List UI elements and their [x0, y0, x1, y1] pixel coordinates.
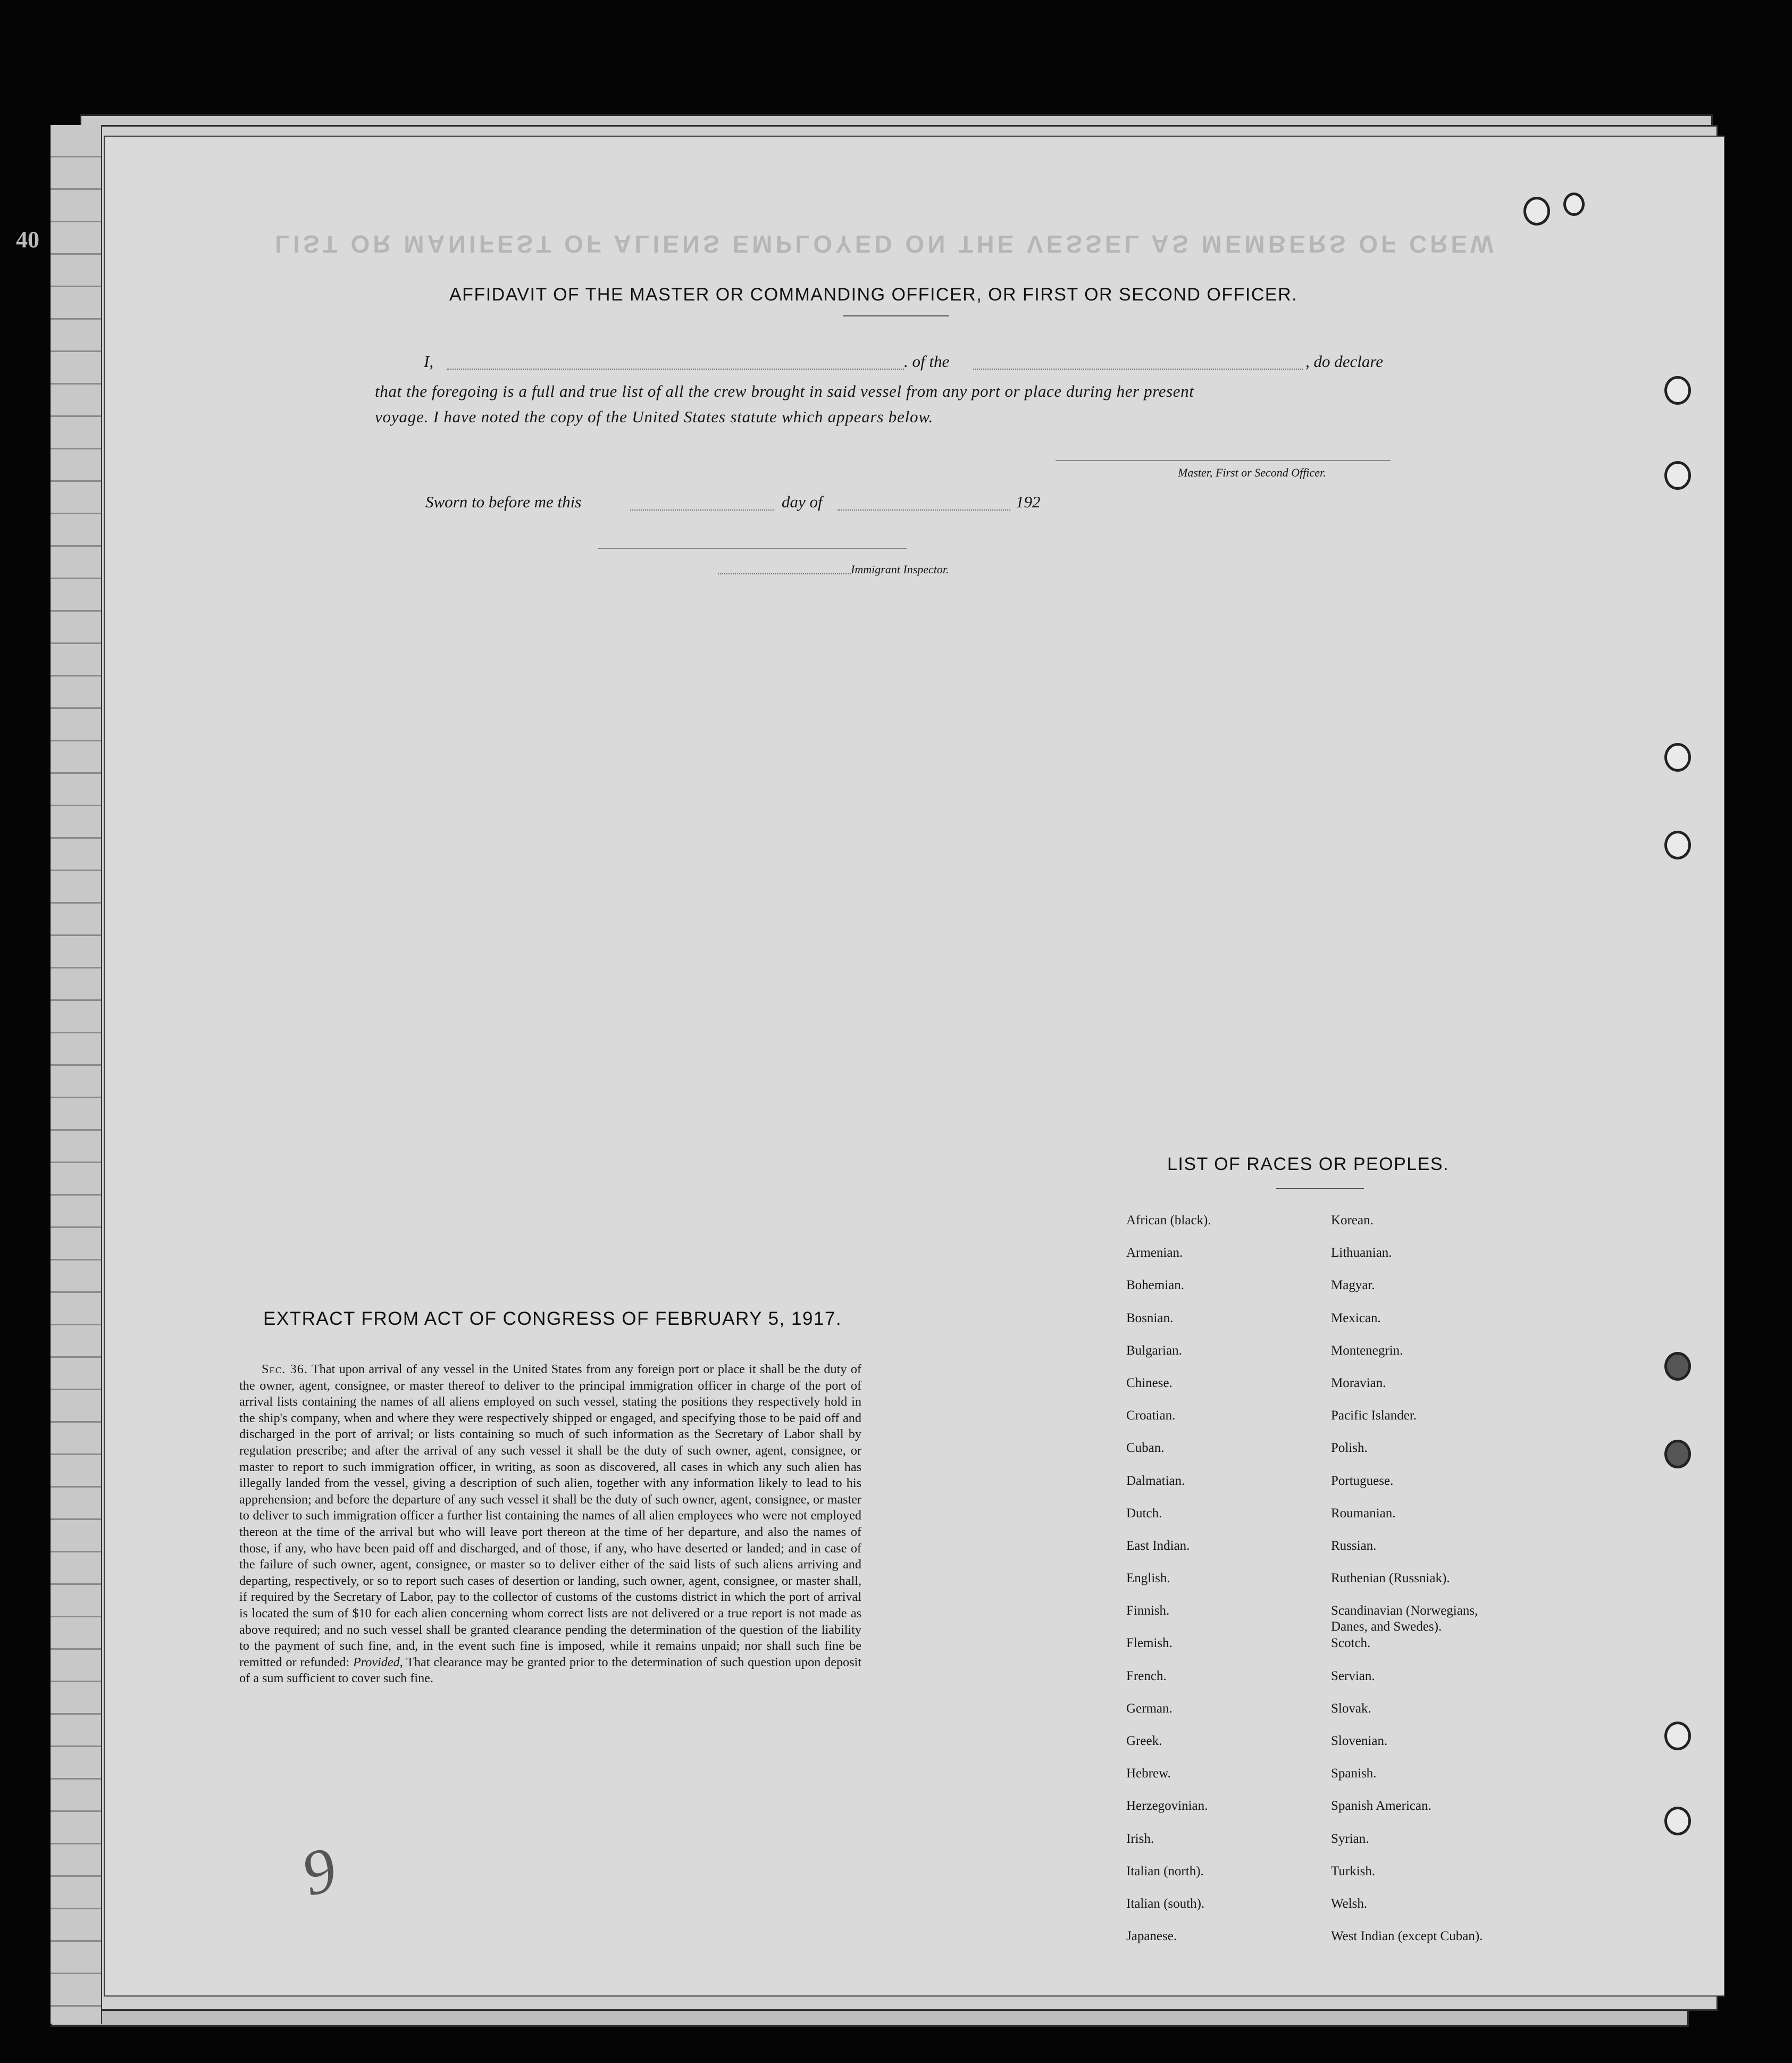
- race-entry: Slovak.: [1331, 1701, 1371, 1716]
- race-entry: Japanese.: [1126, 1929, 1177, 1944]
- race-entry: East Indian.: [1126, 1538, 1190, 1553]
- binding-hole: [1664, 743, 1691, 772]
- races-column-1: [1126, 1213, 1211, 1961]
- title-underline: [843, 315, 949, 316]
- races-column-2: [1331, 1213, 1501, 1961]
- sworn-day-of: day of: [782, 492, 823, 511]
- binding-hole: [1664, 831, 1691, 859]
- handwritten-mark: 9: [294, 1833, 344, 1910]
- master-signature-label: Master, First or Second Officer.: [1178, 466, 1326, 479]
- race-entry: Scotch.: [1331, 1636, 1371, 1651]
- race-entry: West Indian (except Cuban).: [1331, 1929, 1483, 1944]
- race-entry: Flemish.: [1126, 1636, 1173, 1651]
- section-number: Sec. 36.: [262, 1362, 308, 1376]
- race-entry: English.: [1126, 1571, 1170, 1586]
- race-entry: Magyar.: [1331, 1278, 1375, 1293]
- master-signature-line: [1056, 460, 1391, 461]
- name-blank: [447, 369, 904, 370]
- race-entry: Irish.: [1126, 1831, 1154, 1846]
- inspector-blank: [718, 573, 851, 574]
- extract-title: EXTRACT FROM ACT OF CONGRESS OF FEBRUARY 5, 1917.: [263, 1308, 842, 1329]
- race-entry: Roumanian.: [1331, 1506, 1396, 1521]
- race-entry: Hebrew.: [1126, 1766, 1171, 1781]
- race-entry: Portuguese.: [1331, 1473, 1394, 1488]
- race-entry: Lithuanian.: [1331, 1246, 1392, 1260]
- ledger-edge-strip: [51, 125, 102, 2024]
- statute-text: [239, 1362, 861, 1687]
- race-entry: Slovenian.: [1331, 1734, 1388, 1748]
- race-entry: Finnish.: [1126, 1603, 1170, 1618]
- race-entry: Spanish American.: [1331, 1799, 1431, 1814]
- inspector-signature-line: [598, 548, 907, 549]
- race-entry: Servian.: [1331, 1668, 1375, 1683]
- affidavit-title: AFFIDAVIT OF THE MASTER OR COMMANDING OFFICER, OR FIRST OR SECOND OFFICER.: [449, 285, 1298, 305]
- affidavit-of-the: . of the: [904, 352, 950, 371]
- left-edge-number: 40: [16, 227, 39, 253]
- race-entry: Italian (south).: [1126, 1896, 1205, 1911]
- affidavit-line-3: voyage. I have noted the copy of the United States statute which appears below.: [375, 407, 934, 426]
- binding-hole: [1664, 461, 1691, 490]
- race-entry: Russian.: [1331, 1538, 1377, 1553]
- race-entry: African (black).: [1126, 1213, 1211, 1227]
- inspector-label: Immigrant Inspector.: [851, 563, 949, 576]
- race-entry: Turkish.: [1331, 1864, 1376, 1878]
- sworn-month-blank: [838, 510, 1010, 511]
- race-entry: Croatian.: [1126, 1408, 1176, 1423]
- sworn-day-blank: [630, 510, 774, 511]
- race-entry: Pacific Islander.: [1331, 1408, 1417, 1423]
- race-entry: Spanish.: [1331, 1766, 1377, 1781]
- bleed-through-heading: LIST OR MANIFEST OF ALIENS EMPLOYED ON THE VESSEL AS MEMBERS OF CREW: [275, 230, 1497, 258]
- race-entry: French.: [1126, 1668, 1167, 1683]
- binding-hole: [1664, 1352, 1691, 1381]
- race-entry: Bohemian.: [1126, 1278, 1185, 1293]
- race-entry: Dalmatian.: [1126, 1473, 1185, 1488]
- race-entry: Cuban.: [1126, 1441, 1165, 1456]
- race-entry: Armenian.: [1126, 1246, 1183, 1260]
- sworn-year: 192: [1016, 492, 1041, 511]
- binding-hole: [1563, 193, 1585, 216]
- affidavit-declare: , do declare: [1305, 352, 1384, 371]
- race-entry: Montenegrin.: [1331, 1343, 1403, 1358]
- binding-hole: [1664, 1440, 1691, 1468]
- race-entry: Chinese.: [1126, 1375, 1173, 1390]
- race-entry: Ruthenian (Russniak).: [1331, 1571, 1450, 1586]
- race-entry: Korean.: [1331, 1213, 1374, 1227]
- race-entry: Herzegovinian.: [1126, 1799, 1208, 1814]
- binding-hole: [1664, 1807, 1691, 1835]
- affidavit-i: I,: [424, 352, 434, 371]
- race-entry: Bulgarian.: [1126, 1343, 1182, 1358]
- race-entry: Italian (north).: [1126, 1864, 1204, 1878]
- binding-hole: [1523, 197, 1550, 225]
- binding-hole: [1664, 1722, 1691, 1750]
- races-title: LIST OF RACES OR PEOPLES.: [1167, 1154, 1450, 1174]
- races-title-underline: [1276, 1188, 1364, 1189]
- affidavit-line-2: that the foregoing is a full and true list of all the crew brought in said vessel from any port or place during her present: [375, 382, 1194, 400]
- race-entry: Greek.: [1126, 1734, 1162, 1748]
- proviso-word: Provided,: [353, 1655, 403, 1669]
- proviso-text: That clearance may be granted prior to the determination of such question upon deposit of a sum sufficient to cover such fine.: [239, 1655, 862, 1686]
- race-entry: Bosnian.: [1126, 1310, 1174, 1325]
- race-entry: Polish.: [1331, 1441, 1368, 1456]
- race-entry: Dutch.: [1126, 1506, 1162, 1521]
- binding-hole: [1664, 376, 1691, 405]
- vessel-blank: [973, 369, 1303, 370]
- race-entry: Welsh.: [1331, 1896, 1368, 1911]
- race-entry: German.: [1126, 1701, 1173, 1716]
- race-entry: Syrian.: [1331, 1831, 1369, 1846]
- sworn-text: Sworn to before me this: [425, 492, 582, 511]
- race-entry: Mexican.: [1331, 1310, 1381, 1325]
- race-entry: Scandinavian (Norwegians, Danes, and Swedes).: [1331, 1603, 1478, 1634]
- statute-body: That upon arrival of any vessel in the United States from any foreign port or place it shall be the duty of the owner, agent, consignee, or master thereof to deliver to the principal immigration officer in charge of the port of arrival lists containing the names of all aliens employed on such vessel, stating the positions they respectively hold in the ship's company, when and where they were respectively shipped or engaged, and specifying those to be paid off and discharged in the port of arrival; or lists containing so much of such information as the Secretary of Labor shall by regulation prescribe; and after the arrival of any such vessel it shall be the duty of such owner, agent, consignee, or master to report to such immigration officer, in writing, as soon as discovered, all cases in which any such alien has illegally landed from the vessel, giving a description of such alien, together with any information likely to lead to his apprehension; and before the departure of any such vessel it shall be the duty of such owner, agent, consignee, or master to deliver to such immigration officer a further list containing the names of all alien employees who were not employed thereon at the time of the arrival but who will leave port thereon at the time of her departure, and also the names of those, if any, who have been paid off and discharged, and of those, if any, who have deserted or landed; and in case of the failure of such owner, agent, consignee, or master so to deliver either of the said lists of such aliens arriving and departing, respectively, or so to report such cases of desertion or landing, such owner, agent, consignee, or master shall, if required by the Secretary of Labor, pay to the collector of customs of the customs district in which the port of arrival is located the sum of $10 for each alien concerning whom correct lists are not delivered or a true report is not made as above required; and no such vessel shall be granted clearance pending the determination of the question of the liability to the payment of such fine, and, in the event such fine is imposed, while it remains unpaid; nor shall such fine be remitted or refunded:: [239, 1362, 861, 1669]
- race-entry: Moravian.: [1331, 1375, 1386, 1390]
